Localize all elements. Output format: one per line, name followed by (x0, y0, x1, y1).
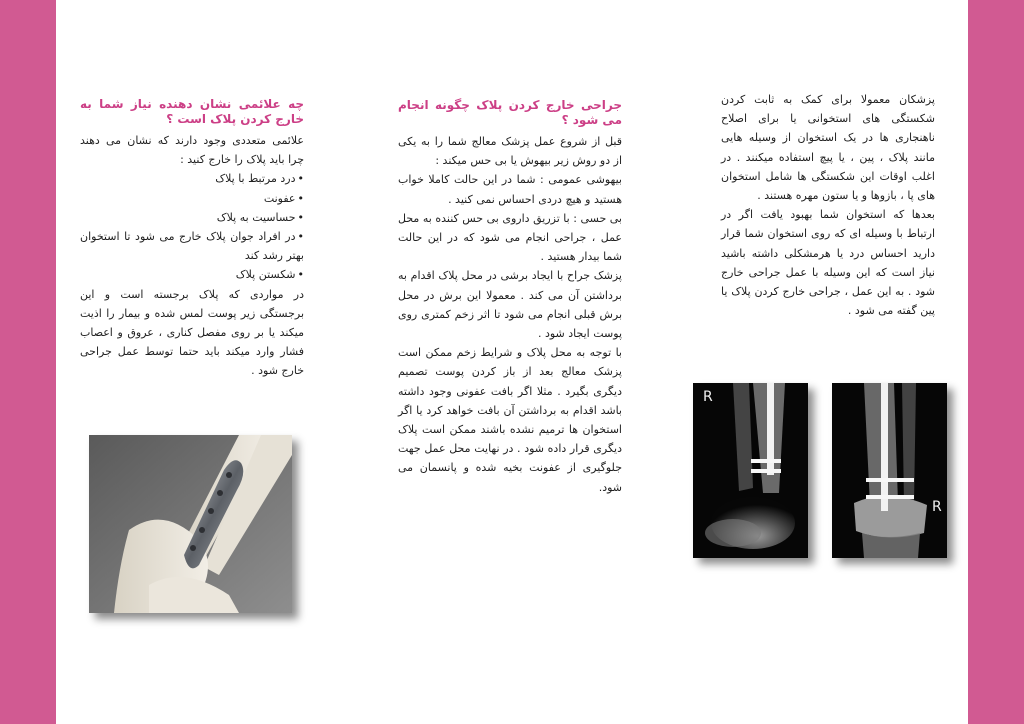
symptom-item: • در افراد جوان پلاک خارج می شود تا استخوان بهتر رشد کند (80, 227, 304, 265)
procedure-paragraph-3: بی حسی : با تزریق داروی بی حس کننده به محل عمل ، جراحی انجام می شود که در این حالت شما بیدار هستید . (398, 211, 622, 264)
intro-paragraph-2: بعدها که استخوان شما بهبود یافت اگر در ارتباط با وسیله ای که روی استخوان شما قرار دارید احساس درد یا هرمشکلی داشته باشید نیاز است که این وسیله با عمل جراحی خارج شود . به این عمل ، جراحی خارج کردن پلاک یا پین گفته می شود . (721, 208, 935, 318)
symptoms-heading: چه علائمی نشان دهنده نیاز شما به خارج کردن پلاک است ؟ (80, 97, 304, 126)
left-pink-margin (0, 0, 56, 724)
intro-paragraph-1: پزشکان معمولا برای کمک به ثابت کردن شکستگی های استخوانی یا برای اصلاح ناهنجاری ها در یک استخوان از وسیله هایی مانند پلاک ، پین ، یا پیچ استفاده میکنند . در اغلب اوقات این شکستگی ها شامل استخوان های پا ، بازوها و یا ستون مهره هستند . (721, 93, 935, 203)
xray-side-marker: R (932, 499, 942, 515)
xray-side-marker: R (703, 389, 713, 405)
procedure-heading: جراحی خارج کردن پلاک چگونه انجام می شود ؟ (398, 98, 622, 127)
xray-lateral-image (693, 383, 808, 558)
symptom-item: • عفونت (80, 189, 304, 208)
symptom-item: • حساسیت به پلاک (80, 208, 304, 227)
procedure-paragraph-2: بیهوشی عمومی : شما در این حالت کاملا خواب هستید و هیچ دردی احساس نمی کنید . (398, 173, 622, 206)
symptoms-intro: علائمی متعددی وجود دارند که نشان می دهند چرا باید پلاک را خارج کنید : (80, 134, 304, 167)
procedure-paragraph-5: با توجه به محل پلاک و شرایط زخم ممکن است پزشک معالج بعد از باز کردن پوست تصمیم دیگری بگیرد . مثلا اگر بافت عفونی وجود داشته باشد اقدام به برداشتن آن بافت خواهد کرد یا اگر استخوان ها ترمیم نشده باشند ممکن است پلاک دیگری قرار داده شود . در نهایت محل عمل جهت جلوگیری از عفونت بخیه شده و پانسمان می شود. (398, 346, 622, 494)
xray-frontal-image (832, 383, 947, 558)
procedure-paragraph-4: پزشک جراح با ایجاد برشی در محل پلاک اقدام به برداشتن آن می کند . معمولا این برش در محل برش قبلی انجام می شود تا اثر زخم کمتری روی پوست ایجاد شود . (398, 269, 622, 341)
procedure-column (398, 98, 622, 497)
symptoms-closing: در مواردی که پلاک برجسته است و این برجستگی زیر پوست لمس شده و بیمار را اذیت میکند یا بر روی مفصل کناری ، عروق و اعصاب فشار وارد میکند باید حتما توسط عمل جراحی خارج شود . (80, 287, 304, 378)
symptoms-list (80, 169, 304, 284)
right-pink-margin (968, 0, 1024, 724)
procedure-paragraph-1: قبل از شروع عمل پزشک معالج شما را به یکی از دو روش زیر بیهوش یا بی حس میکند : (398, 135, 622, 168)
symptoms-column (80, 97, 304, 381)
symptom-item: • شکستن پلاک (80, 265, 304, 284)
bone-plate-photo (89, 435, 292, 613)
symptom-item: • درد مرتبط با پلاک (80, 169, 304, 188)
intro-column (721, 90, 935, 320)
